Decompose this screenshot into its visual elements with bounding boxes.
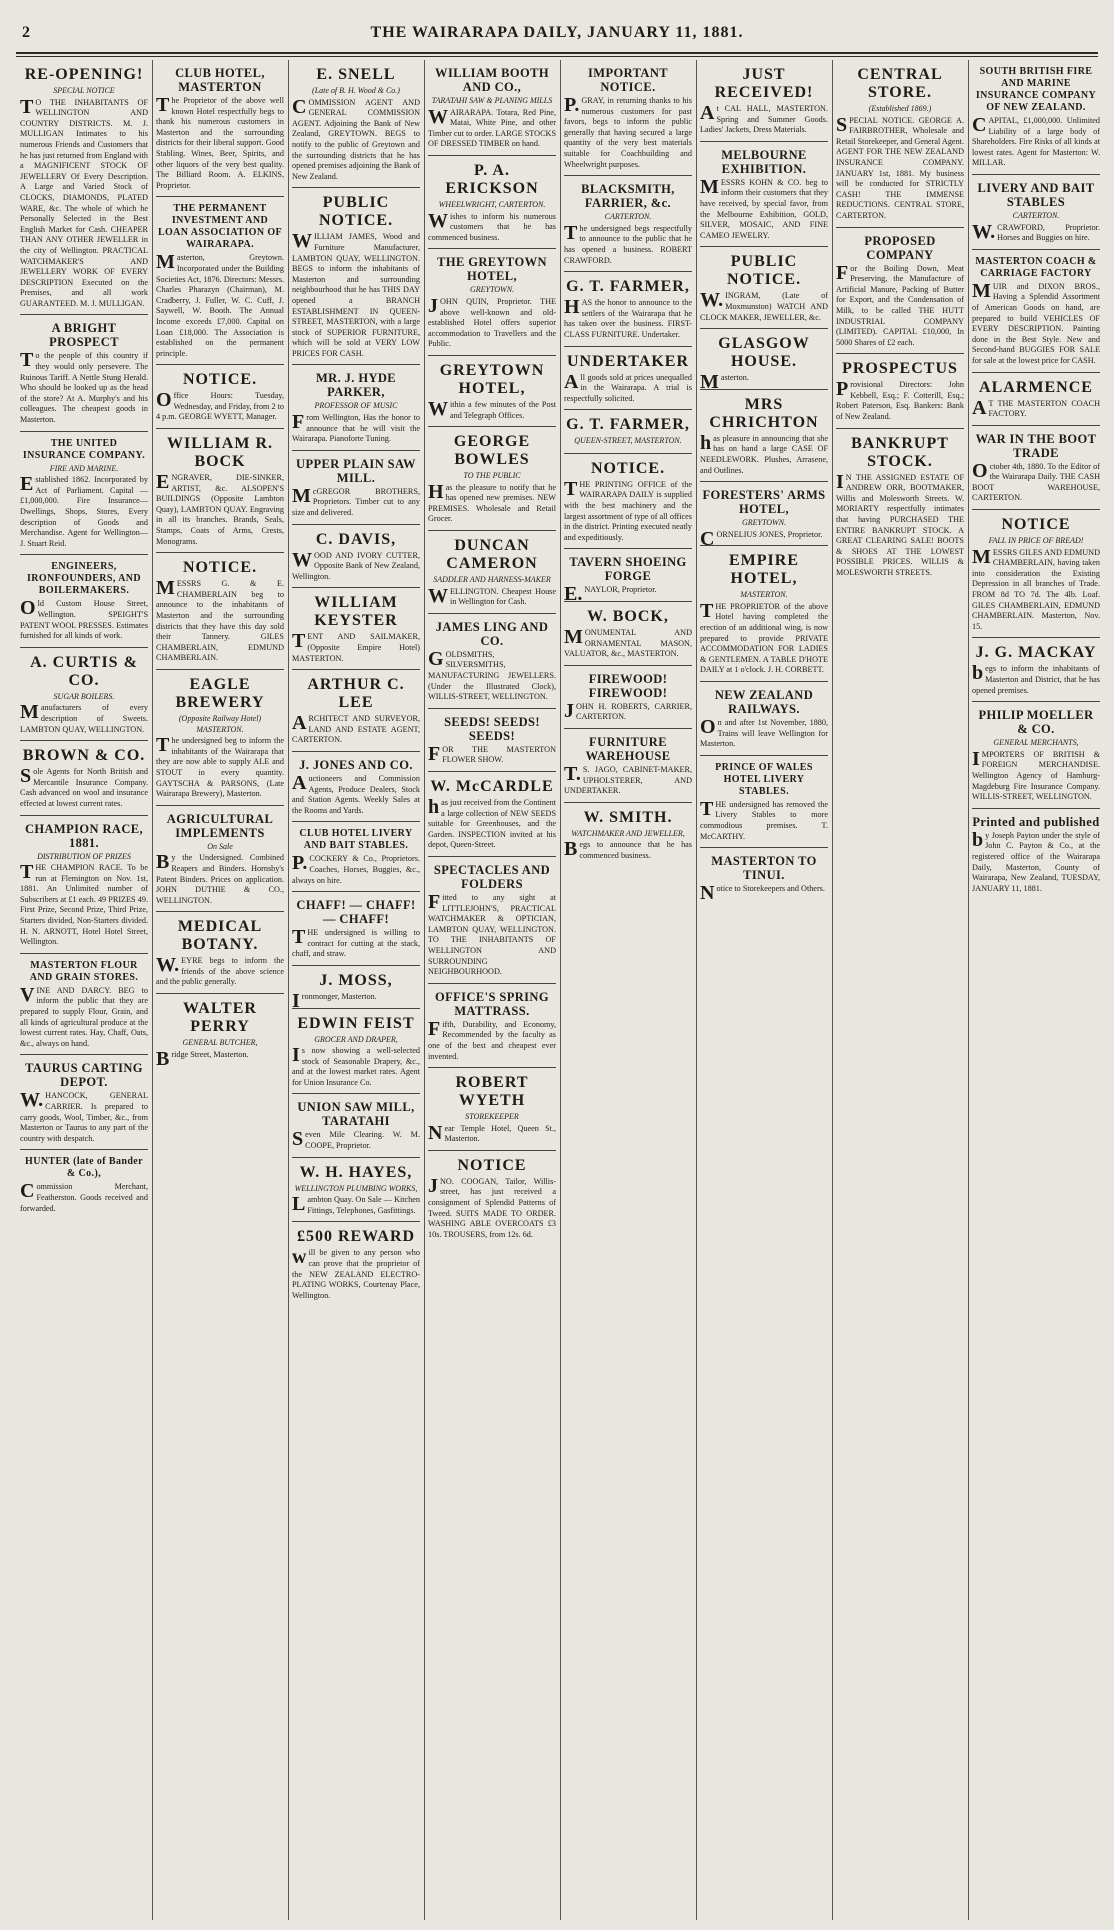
advertisement (836, 429, 964, 584)
advertisement (292, 892, 420, 966)
column-5 (560, 60, 696, 1920)
advertisement (564, 602, 692, 666)
advertisement (972, 426, 1100, 510)
advertisement (156, 365, 284, 429)
column-1 (16, 60, 152, 1920)
ad-heading: NOTICE. (590, 459, 666, 477)
advertisement (20, 315, 148, 431)
ad-heading: W. SMITH. (583, 808, 673, 826)
ad-body: Near Temple Hotel, Queen St., Masterton. (428, 1121, 556, 1144)
advertisement (156, 553, 284, 670)
ad-heading: FIREWOOD! FIREWOOD! (588, 671, 668, 700)
advertisement (700, 329, 828, 394)
advertisement (972, 638, 1100, 702)
ad-heading: CHAFF! — CHAFF! — CHAFF! (296, 898, 416, 927)
ad-heading: GLASGOW HOUSE. (718, 335, 810, 371)
ad-body: By the Undersigned. Combined Reapers and Binders. Hornsby's Patent Binders. Prices on application. JOHN DUTHIE & CO., WELLINGTON. (156, 851, 284, 905)
ad-heading: EAGLE BREWERY (175, 675, 265, 711)
ad-subheading: SADDLER AND HARNESS-MAKER (433, 575, 551, 585)
ad-body: THE PROPRIETOR of the above Hotel having completed the erection of an additional wing, is now prepared to provide PRIVATE ACCOMMODATION FOR LADIES & GENTLEMEN. A TABLE D'HOTE DAILY at 1 o'clock. J. H. CORBETT. (700, 599, 828, 675)
advertisement (20, 816, 148, 954)
ad-body: has just received from the Continent a large collection of NEW SEEDS suitable for Greenhouses, and the Garden. INSPECTION invited at his depot, Queen-Street. (428, 796, 556, 850)
ad-heading: WALTER PERRY (183, 1000, 257, 1036)
advertisement (292, 1094, 420, 1157)
ad-subheading: On Sale (207, 841, 233, 851)
ad-heading: LIVERY AND BAIT STABLES (977, 180, 1095, 209)
ad-subheading: TARATAHI SAW & PLANING MILLS (431, 96, 553, 105)
ad-subheading: GREYTOWN. (741, 518, 787, 528)
advertisement (20, 1150, 148, 1219)
column-3 (288, 60, 424, 1920)
advertisement (292, 670, 420, 752)
ad-body: has pleasure in announcing that she has on hand a large CASE OF NEEDLEWORK. Plushes, Arrasene, and Outlines. (700, 431, 828, 475)
ad-heading: PUBLIC NOTICE. (318, 194, 394, 230)
advertisement (564, 410, 692, 454)
ad-body: MONUMENTAL AND ORNAMENTAL MASON, VALUATOR, &c., MASTERTON. (564, 626, 692, 659)
ad-heading: THE UNITED INSURANCE COMPANY. (22, 437, 146, 461)
ad-heading: ROBERT WYETH (455, 1074, 529, 1110)
advertisement (700, 756, 828, 848)
ad-body: CORNELIUS JONES, Proprietor. (700, 527, 823, 550)
advertisement (428, 156, 556, 249)
advertisement (156, 197, 284, 365)
advertisement (564, 272, 692, 346)
ad-body: From Wellington, Has the honor to announce that he will visit the Wairarapa. Pianoforte Tuning. (292, 411, 420, 444)
ad-body: Masterton. (700, 371, 749, 394)
ad-heading: FORESTERS' ARMS HOTEL, (702, 488, 826, 517)
advertisement (292, 966, 420, 1012)
ad-heading: THE GREYTOWN HOTEL, (437, 255, 547, 284)
ad-heading: WILLIAM BOOTH AND CO., (435, 66, 549, 94)
advertisement (428, 1151, 556, 1246)
ad-subheading: WATCHMAKER AND JEWELLER, (571, 828, 685, 838)
ad-body: Has the pleasure to notify that he has opened new premises. NEW PREMISES. Wholesale and Retail Grocer. (428, 480, 556, 524)
column-rule (560, 60, 561, 1920)
ad-heading: W. BOCK, (587, 608, 669, 626)
advertisement (20, 432, 148, 556)
advertisement (564, 176, 692, 272)
advertisement (564, 729, 692, 803)
ad-body: COMMISSION AGENT AND GENERAL COMMISSION AGENT. Adjoining the Bank of New Zealand, GREYTOWN. BEGS to notify to the public of Greytown and the surrounding districts that he has opened premises adjoining the Bank of New Zealand. (292, 95, 421, 181)
ad-heading: NOTICE. (182, 559, 258, 577)
advertisement (700, 682, 828, 756)
ad-body: SPECIAL NOTICE. GEORGE A. FAIRBROTHER, Wholesale and Retail Storekeeper, and General Agent. AGENT FOR THE NEW ZEALAND INSURANCE COMPANY. JANUARY 1st, 1881. My business will be conducted for STRICTLY CASH! THE IMMENSE REDUCTIONS. CENTRAL STORE, CARTERTON. (836, 113, 964, 220)
ad-heading: IMPORTANT NOTICE. (587, 66, 668, 94)
ad-body: The undersigned beg to inform the inhabitants of the Wairarapa that they are now able to supply ALE and STOUT in every quantity. GAYTSCHA & PARSONS, (Late Wairarapa Brewery), Masterton. (156, 734, 284, 799)
ad-heading: ALARMENCE (979, 378, 1093, 396)
advertisement (564, 803, 692, 867)
ad-heading: A BRIGHT PROSPECT (49, 321, 119, 350)
advertisement (20, 555, 148, 647)
advertisement (700, 482, 828, 550)
ad-body: IMPORTERS OF BRITISH & FOREIGN MERCHANDISE. Wellington Agency of Hamburg-Magdeburg Fire Insurance Company. WILLIS-STREET, WELLINGTON. (972, 747, 1100, 802)
ad-body: Masterton, Greytown. Incorporated under the Building Societies Act, 1876. Directors: Messrs. Charles Pharazyn (Chairman), M. Cradberry, J. Fuller, W. C. Cuff, J. Saywell, W. Booth. The Annual Income exceeds £7,000. Capital on Loan £18,000. The Association is established on the permanent principle. (156, 251, 284, 358)
ad-heading: NOTICE (457, 1156, 527, 1174)
advertisement (836, 354, 964, 428)
ad-body: MESSRS GILES AND EDMUND CHAMBERLAIN, having taken into consideration the Existing Depression in all branches of Trade. FROM 8d TO 7d. The 4lb. Loaf. GILES CHAMBERLAIN, EDMUND CHAMBERLAIN. Masterton, Nov. 15. (972, 545, 1100, 631)
advertisement (292, 188, 420, 365)
ad-heading: NEW ZEALAND RAILWAYS. (714, 688, 814, 717)
ad-heading: J. G. MACKAY (975, 644, 1097, 662)
ad-body: W.CRAWFORD, Proprietor. Horses and Buggies on hire. (972, 220, 1100, 243)
ad-body: Old Custom House Street, Wellington. SPEIGHT'S PATENT WOOL PRESSES. Estimates furnished for all kinds of work. (20, 597, 148, 641)
ad-body: Ironmonger, Masterton. (292, 989, 377, 1012)
ad-body: WOOD AND IVORY CUTTER, Opposite Bank of New Zealand, Wellington. (292, 548, 420, 581)
advertisement (156, 429, 284, 553)
ad-body: MUIR and DIXON BROS., Having a Splendid Assortment of American Goods on hand, are prepared to build VEHICLES OF EVERY DESCRIPTION. Painting done in the Best Style. New and Second-hand BUGGIES FOR SALE for sale at the lowest price for CASH. (972, 279, 1100, 365)
advertisement (156, 994, 284, 1070)
ad-heading: G. T. FARMER, (566, 416, 690, 434)
ad-body: The Proprietor of the above well known Hotel respectfully begs to thank his numerous customers in Masterton and the surrounding districts for their liberal support. Good Stabling. Wines, Beer, Spirits, and other liquors of the very best quality. The Billiard Room. A. ELKINS, Proprietor. (156, 94, 284, 190)
ad-subheading: GENERAL MERCHANTS, (993, 738, 1079, 748)
ad-subheading: CARTERTON. (604, 212, 652, 222)
advertisement (700, 247, 828, 329)
advertisement (972, 250, 1100, 373)
ad-heading: TAURUS CARTING DEPOT. (25, 1061, 143, 1090)
masthead (0, 0, 1114, 60)
masthead-rule-thin (16, 56, 1098, 57)
ad-subheading: (Opposite Railway Hotel) MASTERTON. (178, 713, 262, 734)
ad-heading: UNDERTAKER (566, 352, 690, 370)
ad-heading: WILLIAM R. BOCK (166, 435, 273, 471)
advertisement (972, 373, 1100, 426)
page-number: 2 (22, 24, 30, 41)
advertisement (428, 249, 556, 356)
advertisement (972, 702, 1100, 809)
ad-body: Wishes to inform his numerous customers that he has commenced business. (428, 209, 556, 242)
ad-heading: BANKRUPT STOCK. (851, 434, 949, 470)
ad-body: W.EYRE begs to inform the friends of the above science and the public generally. (156, 954, 284, 987)
ad-heading: P. A. ERICKSON (445, 161, 539, 197)
ad-heading: HUNTER (late of Bander & Co.), (25, 1156, 143, 1180)
advertisement (20, 1055, 148, 1150)
ad-heading: W. McCARDLE (430, 778, 554, 795)
ad-body: October 4th, 1880. To the Editor of the Wairarapa Daily. THE CASH BOOT WAREHOUSE, CARTERTON. (972, 459, 1100, 503)
ad-heading: NOTICE (1001, 516, 1071, 534)
ad-subheading: FIRE AND MARINE. (49, 463, 119, 473)
advertisement (156, 60, 284, 197)
ad-body: WILLIAM JAMES, Wood and Furniture Manufacturer, LAMBTON QUAY, WELLINGTON. BEGS to inform the inhabitants of Masterton and surrounding neighbourhood that he has THIS DAY opened a BRANCH ESTABLISHMENT IN QUEEN-STREET, MASTERTON, with a large stock of SUPERIOR FURNITURE, which will be sold at VERY LOW PRICES FOR CASH. (292, 230, 420, 358)
ad-heading: PROPOSED COMPANY (864, 233, 936, 262)
advertisement (428, 984, 556, 1068)
ad-heading: SEEDS! SEEDS! SEEDS! (444, 714, 540, 743)
ad-body: WAIRARAPA. Totara, Red Pine, Matai, White Pine, and other Timber cut to order. LARGE STOCKS OF DRESSED TIMBER on hand. (428, 105, 556, 149)
ad-heading: GREYTOWN HOTEL, (439, 361, 545, 397)
ad-heading: TAVERN SHOEING FORGE (569, 555, 687, 584)
advertisement (20, 60, 148, 315)
ad-body: FOR THE MASTERTON FLOWER SHOW. (428, 742, 556, 765)
ad-body: Office Hours: Tuesday, Wednesday, and Friday, from 2 to 4 p.m. GEORGE WYETT, Manager. (156, 389, 284, 422)
ad-body: THE undersigned is willing to contract for cutting at the stack, chaff, and straw. (292, 926, 420, 959)
ad-heading: JAMES LING AND CO. (435, 619, 549, 648)
ad-heading: J. MOSS, (319, 971, 393, 989)
ad-body: WELLINGTON. Cheapest House in Wellington for Cash. (428, 584, 556, 607)
ad-heading: SPECTACLES AND FOLDERS (433, 862, 551, 891)
ad-heading: JUST RECEIVED! (714, 66, 814, 101)
ad-body: Fifth, Durability, and Economy, Recommended by the faculty as one of the best and cheapest ever invented. (428, 1017, 556, 1061)
ad-body: MESSRS KOHN & CO. beg to inform their customers that they have received, by special favor, from the Melbourne Exhibition, GOLD, SILVER, MOSAIC, AND FINE CAMEO JEWELRY. (700, 175, 828, 240)
ad-heading: AGRICULTURAL IMPLEMENTS (166, 811, 274, 840)
ad-subheading: TO THE PUBLIC (463, 471, 521, 481)
ad-subheading: STOREKEEPER (465, 1112, 519, 1122)
newspaper-title: THE WAIRARAPA DAILY, JANUARY 11, 1881. (370, 24, 744, 41)
ad-heading: SOUTH BRITISH FIRE AND MARINE INSURANCE COMPANY OF NEW ZEALAND. (975, 66, 1097, 113)
advertisement (20, 648, 148, 741)
ad-heading: THE PERMANENT INVESTMENT AND LOAN ASSOCIATION OF WAIRARAPA. (157, 203, 283, 251)
ad-heading: DUNCAN CAMERON (446, 537, 538, 573)
ad-subheading: QUEEN-STREET, MASTERTON. (574, 436, 682, 446)
ad-body: P.GRAY, in returning thanks to his numerous customers for past favors, begs to inform the public generally that having secured a large quantity of the very best materials suitable for Coachbuilding and Wheelwright purposes. (564, 94, 692, 169)
ad-body: JOHN H. ROBERTS, CARRIER, CARTERTON. (564, 699, 692, 722)
ad-heading: MR. J. HYDE PARKER, (315, 371, 397, 400)
ad-body: W.INGRAM, (Late of Moxmunston) WATCH AND CLOCK MAKER, JEWELLER, &c. (700, 289, 828, 322)
column-4 (424, 60, 560, 1920)
advertisement (156, 670, 284, 806)
advertisement (700, 142, 828, 248)
ad-heading: EDWIN FEIST (297, 1014, 415, 1032)
ad-body: On and after 1st November, 1880, Trains will leave Wellington for Masterton. (700, 716, 828, 749)
ad-body: Bridge Street, Masterton. (156, 1047, 249, 1070)
advertisement (972, 510, 1100, 638)
advertisement (836, 228, 964, 355)
ad-body: To the people of this country if they would only persevere. The Ruinous Tariff. A Nettle Stung Herald. Who should be looked up as the head of the store? At A. Murphy's and his colleagues. The cheapest goods in Masterton. (20, 349, 148, 425)
ad-body: CAPITAL, £1,000,000. Unlimited Liability of a large body of Shareholders. Fire Risks of all kinds at lowest rates. Agent for Masterton: W. MILLAR. (972, 114, 1100, 168)
ad-body: MESSRS G. & E. CHAMBERLAIN beg to announce to the inhabitants of Masterton and the surrounding districts that they have this day sold their Tannery. GILES CHAMBERLAIN, EDMUND CHAMBERLAIN. (156, 577, 284, 663)
advertisement (428, 60, 556, 156)
advertisement (700, 848, 828, 905)
ad-body: The undersigned begs respectfully to announce to the public that he has opened a business. ROBERT CRAWFORD. (564, 221, 692, 265)
ad-heading: BROWN & CO. (22, 747, 146, 765)
advertisement (292, 1158, 420, 1223)
column-6 (696, 60, 832, 1920)
ad-heading: Printed and published (972, 814, 1100, 829)
ad-heading: MASTERTON COACH & CARRIAGE FACTORY (975, 255, 1097, 279)
advertisement (428, 614, 556, 709)
ad-body: McGREGOR BROTHERS, Proprietors. Timber cut to any size and delivered. (292, 484, 420, 518)
ad-heading: PUBLIC NOTICE. (726, 253, 802, 289)
ad-subheading: FALL IN PRICE OF BREAD! (988, 536, 1084, 546)
ad-heading: CLUB HOTEL LIVERY AND BAIT STABLES. (299, 828, 413, 852)
ad-body: All goods sold at prices unequalled in the Wairarapa. A trial is respectfully solicited. (564, 370, 692, 403)
ad-heading: WAR IN THE BOOT TRADE (975, 431, 1097, 460)
advertisement (20, 741, 148, 815)
ad-body: At CAL HALL, MASTERTON. Spring and Summer Goods. Ladies' Jackets, Dress Materials. (700, 102, 828, 135)
column-2 (152, 60, 288, 1920)
column-7 (832, 60, 968, 1920)
advertisement (292, 822, 420, 892)
advertisement (428, 772, 556, 857)
ad-body: Provisional Directors: John Kebbell, Esq.; F. Cotterill, Esq.; Robert Paterson, Esq. Bankers: Bank of New Zealand. (836, 378, 964, 422)
ad-heading: E. SNELL (316, 66, 396, 83)
ad-body: Lambton Quay. On Sale — Kitchen Fittings, Telephones, Gasfittings. (292, 1193, 420, 1216)
column-rule (424, 60, 425, 1920)
ad-body: IN THE ASSIGNED ESTATE OF ANDREW ORR, BOOTMAKER, Willis and Molesworth Streets. W. MORIARTY respectfully intimates that having PURCHASED THE ENTIRE BANKRUPT STOCK. A GREAT CLEARING SALE! BOOTS & SHOES AT THE LOWEST POSSIBLE PRICES. WILLIS & MOLESWORTH STREETS. (836, 470, 964, 577)
ad-heading: WILLIAM KEYSTER (314, 594, 398, 630)
advertisement (156, 912, 284, 994)
ad-heading: C. DAVIS, (315, 530, 397, 548)
ad-body: ENGRAVER, DIE-SINKER, ARTIST, &c. ALSOPEN'S BUILDINGS (Opposite Lambton Quay), LAMBTON QUAY. Engraving in all its branches. Brands, Seals, Stamps, Coats of Arms, Crests, Monograms. (156, 471, 284, 546)
advertisement (292, 525, 420, 589)
ad-heading: MEDICAL BOTANY. (177, 918, 263, 954)
advertisement (564, 347, 692, 411)
ad-body: AT THE MASTERTON COACH FACTORY. (972, 396, 1100, 419)
ad-subheading: (Established 1869.) (868, 104, 932, 113)
ad-body: Is now showing a well-selected stock of Seasonable Drapery, &c., and at the lowest market rates. Agent for Union Insurance Co. (292, 1044, 420, 1087)
column-rule (696, 60, 697, 1920)
ad-body: will be given to any person who can prove that the proprietor of the NEW ZEALAND ELECTRO-PLATING WORKS, Courtenay Place, Wellington. (292, 1246, 420, 1300)
column-rule (832, 60, 833, 1920)
advertisement (292, 451, 420, 525)
ad-heading: ENGINEERS, IRONFOUNDERS, AND BOILERMAKERS. (26, 561, 142, 597)
advertisement (292, 365, 420, 450)
ad-body: Manufacturers of every description of Sweets. LAMBTON QUAY, WELLINGTON. (20, 701, 148, 734)
ad-heading: A. CURTIS & CO. (30, 653, 138, 689)
column-8 (968, 60, 1104, 1920)
ad-heading: MELBOURNE EXHIBITION. (721, 147, 807, 176)
ad-subheading: PROFESSOR OF MUSIC (314, 401, 398, 411)
ad-subheading: SUGAR BOILERS. (53, 691, 115, 701)
advertisement (700, 390, 828, 482)
ad-subheading: WHEELWRIGHT, CARTERTON. (438, 199, 546, 209)
ad-heading: CENTRAL STORE. (857, 66, 943, 101)
ad-body: TO THE INHABITANTS OF WELLINGTON AND COUNTRY DISTRICTS. M. J. MULLIGAN Intimates to his numerous Friends and Customers that he has just returned from England with a MAGNIFICENT STOCK OF JEWELLERY Of Every Description. A Large and Varied Stock of CLOCKS, DIAMONDS, PLATED WARE, &c. The whole of which he Personally Selected in the Best English Market for Cash. CHEAPER THAN ANY OTHER JEWELLER in the city of Wellington. PRACTICAL WATCHMAKER'S AND JEWELLERY WORK OF EVERY DESCRIPTION Executed on the Premises, and all work GUARANTEED. M. J. MULLIGAN. (20, 95, 148, 308)
advertisement (156, 806, 284, 913)
ad-body: Seven Mile Clearing. W. M. COOPE, Proprietor. (292, 1128, 420, 1151)
ad-heading: UPPER PLAIN SAW MILL. (296, 456, 416, 485)
advertisement (20, 954, 148, 1056)
ad-body: Auctioneers and Commission Agents, Produce Dealers, Stock and Station Agents. Weekly Sales at the Rooms and Yards. (292, 771, 420, 815)
ad-heading: CHAMPION RACE, 1881. (24, 821, 144, 850)
advertisement (292, 752, 420, 822)
ad-body: by Joseph Payton under the style of John C. Payton & Co., at the registered office of the Wairarapa Daily, Masterton, County of Wairarapa, New Zealand, TUESDAY, JANUARY 11, 1881. (972, 828, 1100, 893)
ad-heading: W. H. HAYES, (299, 1163, 413, 1181)
ad-body: Notice to Storekeepers and Others. (700, 882, 825, 905)
advertisement (564, 549, 692, 606)
column-rule (152, 60, 153, 1920)
ad-heading: ARTHUR C. LEE (307, 676, 405, 712)
ad-subheading: SPECIAL NOTICE (53, 86, 115, 95)
newspaper-columns (16, 60, 1104, 1920)
ad-heading: G. T. FARMER, (566, 278, 690, 296)
ad-body: Fitted to any sight at LITTLEJOHN'S, PRACTICAL WATCHMAKER & OPTICIAN, LAMBTON QUAY, WELLINGTON. TO THE INHABITANTS OF WELLINGTON AND SURROUNDING NEIGHBOURHOOD. (428, 890, 556, 977)
ad-body: Sole Agents for North British and Mercantile Insurance Company. Cash advanced on wool and insurance effected at lowest current rates. (20, 765, 148, 808)
ad-body: JNO. COOGAN, Tailor, Willis-street, has just received a consignment of Splendid Patterns of Tweed. SUITS MADE TO ORDER. WASHING ABLE OVERCOATS £3 10s. TROUSERS, from 12s. 6d. (428, 1174, 556, 1239)
ad-body: Within a few minutes of the Post and Telegraph Offices. (428, 397, 556, 420)
ad-body: T.S. JAGO, CABINET-MAKER, UPHOLSTERER, AND UNDERTAKER. (564, 763, 692, 796)
advertisement (428, 531, 556, 614)
advertisement (564, 60, 692, 176)
ad-heading: £500 REWARD (296, 1228, 416, 1246)
ad-heading: J. JONES AND CO. (299, 757, 413, 772)
advertisement (564, 666, 692, 729)
ad-heading: BLACKSMITH, FARRIER, &c. (581, 182, 675, 211)
advertisement (972, 175, 1100, 250)
ad-body: VINE AND DARCY. BEG to inform the public that they are prepared to supply Flour, Grain, and all kinds of agricultural produce at the lowest current rates. Hay, Chaff, Oats, &c., always on hand. (20, 983, 148, 1048)
advertisement (428, 427, 556, 531)
ad-body: For the Boiling Down, Meat Preserving, the Manufacture of Artificial Manure, Packing of Butter for Export, and the Condensation of Milk, to be called THE HUTT INDUSTRIAL COMPANY (LIMITED). CAPITAL £10,000, In 5000 Shares of £2 each. (836, 261, 964, 347)
ad-subheading: CARTERTON. (1012, 210, 1060, 220)
ad-body: JOHN QUIN, Proprietor. THE above well-known and old-established Hotel offers superior accommodation to Travellers and the Public. (428, 294, 556, 349)
ad-body: W.HANCOCK, GENERAL CARRIER. Is prepared to carry goods, Wool, Timber, &c., from Masterton or Taurus to any part of the country with despatch. (20, 1089, 148, 1143)
ad-body: THE CHAMPION RACE. To be run at Flemington on Nov. 1st, 1881. An Unlimited number of Subscribers at £1 each. 49 PRIZES 49. First Prize, Second Prize, Third Prize, Starters divided, Non-Starters divided. H. N. ARNOTT, Hotel Hotel Street, Wellington. (20, 861, 148, 947)
advertisement (700, 60, 828, 142)
ad-subheading: (Late of B. H. Wood & Co.) (312, 86, 400, 95)
ad-body: Commission Merchant, Featherston. Goods received and forwarded. (20, 1180, 148, 1213)
ad-heading: GEORGE BOWLES (453, 433, 531, 469)
ad-subheading: GREYTOWN. (469, 285, 515, 295)
advertisement (292, 588, 420, 670)
ad-heading: NOTICE. (182, 371, 258, 389)
ad-heading: UNION SAW MILL, TARATAHI (297, 1100, 415, 1129)
ad-subheading: WELLINGTON PLUMBING WORKS, (294, 1183, 418, 1193)
ad-heading: PRINCE OF WALES HOTEL LIVERY STABLES. (715, 761, 813, 797)
ad-body: THE undersigned has removed the Livery Stables to more commodious premises. T. McCARTHY. (700, 797, 828, 841)
advertisement (972, 60, 1100, 175)
ad-heading: EMPIRE HOTEL, (729, 552, 799, 588)
ad-body: THE PRINTING OFFICE of the WAIRARAPA DAILY is supplied with the best machinery and the largest assortment of type of all offices in the district. Printing executed neatly and expeditiously. (564, 477, 692, 542)
advertisement (700, 546, 828, 682)
column-rule (288, 60, 289, 1920)
advertisement (292, 60, 420, 188)
ad-heading: PHILIP MOELLER & CO. (978, 708, 1094, 737)
ad-subheading: GROCER AND DRAPER, (314, 1034, 398, 1044)
advertisement (292, 1009, 420, 1095)
ad-body: TENT AND SAILMAKER, (Opposite Empire Hotel) MASTERTON. (292, 630, 420, 663)
advertisement (292, 1222, 420, 1306)
ad-heading: CLUB HOTEL, MASTERTON (175, 66, 265, 94)
ad-subheading: MASTERTON. (740, 590, 788, 600)
ad-body: Begs to announce that he has commenced business. (564, 838, 692, 861)
advertisement (428, 857, 556, 984)
ad-body: begs to inform the inhabitants of Masterton and District, that he has opened premises. (972, 662, 1100, 695)
ad-body: Established 1862. Incorporated by Act of Parliament. Capital — £1,000,000. Fire Insurance—Dwellings, Shops, Stores, Every description of Goods and Merchandise. Agent for Wellington—J. Stuart Reid. (20, 473, 148, 548)
advertisement (428, 1068, 556, 1151)
ad-heading: MASTERTON FLOUR AND GRAIN STORES. (29, 959, 139, 983)
advertisement (428, 709, 556, 772)
masthead-rule (16, 52, 1098, 54)
ad-heading: RE-OPENING! (24, 66, 144, 83)
advertisement (564, 454, 692, 550)
ad-subheading: DISTRIBUTION OF PRIZES (37, 851, 131, 861)
ad-body: GOLDSMITHS, SILVERSMITHS, MANUFACTURING JEWELLERS. (Under the Illustrated Clock), WILLIS-STREET, WELLINGTON. (428, 647, 556, 702)
ad-heading: OFFICE'S SPRING MATTRASS. (434, 989, 549, 1018)
advertisement (428, 356, 556, 427)
column-rule (968, 60, 969, 1920)
ad-heading: MRS CHRICHTON (709, 395, 819, 431)
ad-body: E.NAYLOR, Proprietor. (564, 583, 657, 606)
advertisement (972, 809, 1100, 900)
advertisement (836, 60, 964, 228)
ad-body: ARCHITECT AND SURVEYOR, LAND AND ESTATE AGENT, CARTERTON. (292, 712, 420, 745)
ad-body: P.COCKERY & Co., Proprietors. Coaches, Horses, Buggies, &c., always on hire. (292, 852, 420, 885)
ad-heading: PROSPECTUS (842, 360, 958, 378)
ad-body: HAS the honor to announce to the settlers of the Wairarapa that he has taken over the business. FIRST-CLASS FURNITURE. Undertaker. (564, 296, 692, 339)
ad-subheading: GENERAL BUTCHER, (182, 1038, 258, 1048)
ad-heading: FURNITURE WAREHOUSE (585, 735, 671, 763)
ad-heading: MASTERTON TO TINUI. (711, 854, 817, 883)
